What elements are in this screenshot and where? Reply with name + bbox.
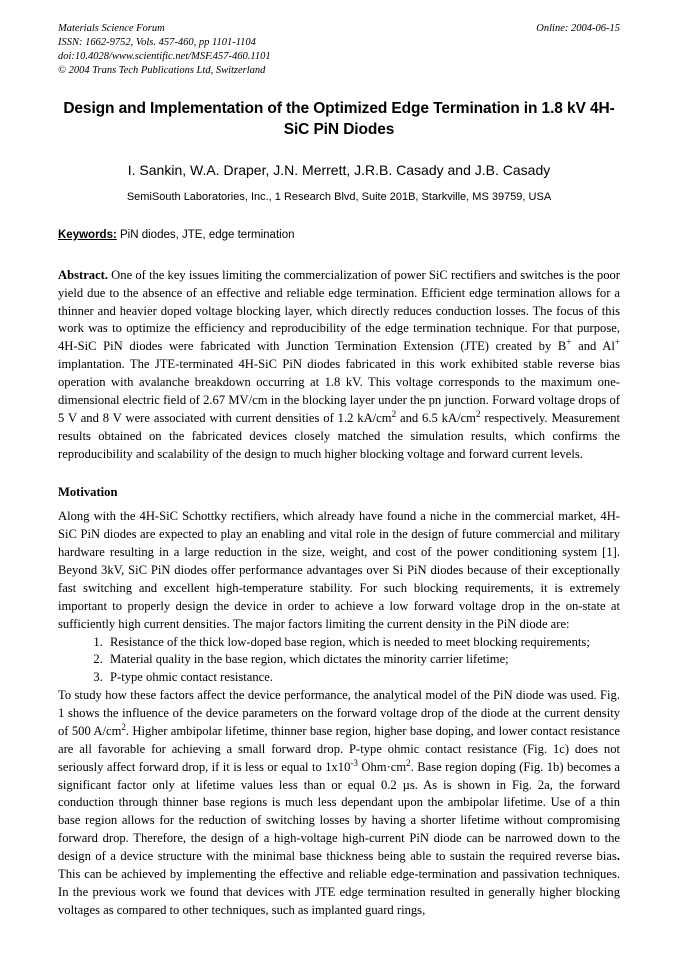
- abstract-sup-3: 2: [391, 408, 397, 419]
- motivation-text-d: . Base region doping (Fig. 1b) becomes a significant factor only at lifetime values less than or equal 0.2 µs. As is shown in Fig. 2a, the forward conduction through thinner base regions is much less dependant upon the ambipolar lifetime. Use of a thin base region allows for the reduction of switching losses by having a shorter lifetime without compromising forward drop. Therefore, the design of a high-voltage high-current PiN diode can be narrowed down to the design of a device structure with the minimal base thickness being able to sustain the required reverse bias: [58, 759, 621, 864]
- list-item: 3. P-type ohmic contact resistance.: [106, 669, 620, 687]
- motivation-sup-3: 2: [406, 757, 411, 768]
- motivation-text-b: . Higher ambipolar lifetime, thinner base region, higher base doping, and lower contact resistance are all favorable for achieving a small forward drop. P-type ohmic contact resistance (Fig. 1c) does not seriously affect forward drop, if it is less or equal to 1x10: [58, 723, 620, 774]
- list-item: 1. Resistance of the thick low-doped base region, which is needed to meet blocking requirements;: [106, 634, 620, 652]
- abstract-text-c: implantation. The JTE-terminated 4H-SiC PiN diodes fabricated in this work exhibited stable reverse bias operation with avalanche breakdown occurring at 1.8 kV. This voltage corresponds to the maximum one-dimensional electric field of 2.67 MV/cm in the blocking layer under the pn junction. Forward voltage drops of 5 V and 8 V were associated with current densities of 1.2 kA/cm: [58, 357, 620, 425]
- motivation-paragraph-2: [58, 687, 620, 919]
- abstract-label: Abstract.: [58, 267, 109, 282]
- motivation-text-a: To study how these factors affect the device performance, the analytical model of the PiN diode was used. Fig. 1 shows the influence of the device parameters on the forward voltage drop of the diode at the current density of 500 A/cm: [58, 688, 620, 738]
- abstract-text-a: One of the key issues limiting the commercialization of power SiC rectifiers and switches is the poor yield due to the absence of an effective and reliable edge termination. Efficient edge termination allows for a thinner and heavier doped voltage blocking layer, which directly reduces conduction losses. The focus of this work was to optimize the efficiency and reproducibility of the edge termination technique. For that purpose, 4H-SiC PiN diodes were fabricated with Junction Termination Extension (JTE) created by B: [58, 267, 620, 354]
- section-heading-motivation: Motivation: [58, 485, 118, 500]
- abstract-text-d: and 6.5 kA/cm: [396, 410, 476, 425]
- motivation-sup-1: 2: [121, 721, 126, 732]
- abstract-sup-2: +: [614, 337, 620, 348]
- keywords-line: [58, 229, 620, 241]
- motivation-text-bold: .: [616, 849, 620, 864]
- abstract-sup-1: +: [566, 337, 572, 348]
- journal-issn: ISSN: 1662-9752, Vols. 457-460, pp 1101-1104: [58, 36, 256, 48]
- affiliation: SemiSouth Laboratories, Inc., 1 Research Blvd, Suite 201B, Starkville, MS 39759, USA: [126, 191, 552, 204]
- journal-copyright: © 2004 Trans Tech Publications Ltd, Switzerland: [58, 64, 266, 76]
- list-item: 2. Material quality in the base region, which dictates the minority carrier lifetime;: [106, 651, 620, 669]
- limiting-factors-list: [58, 634, 620, 688]
- keywords-label: Keywords:: [58, 228, 117, 241]
- abstract-sup-4: 2: [475, 408, 481, 419]
- motivation-paragraph-1: Along with the 4H-SiC Schottky rectifiers, which already have found a niche in the commercial market, 4H-SiC PiN diodes are expected to play an enabling and vital role in the design of future commercial and military hardware resulting in a large reduction in the size, weight, and cost of the power conditioning system [1]. Beyond 3kV, SiC PiN diodes offer performance advantages over Si PiN diodes because of their exceptionally fast switching and excellent high-temperature stability. For such blocking requirements, it is extremely important to properly design the device in order to achieve a low forward voltage drop in the on-state at sufficiently high current densities. The major factors limiting the current density in the PiN diode are:: [58, 509, 620, 631]
- abstract-paragraph: [58, 267, 620, 464]
- page-title: Design and Implementation of the Optimized Edge Termination in 1.8 kV 4H-SiC PiN Diodes: [63, 100, 615, 139]
- page-header: [58, 22, 620, 77]
- abstract-text-b: and Al: [571, 339, 615, 354]
- abstract-text-e: respectively. Measurement results obtained on the fabricated devices closely matched the simulation results, which confirms the reproducibility and scalability of the design to much higher blocking voltage and forward current levels.: [58, 410, 620, 461]
- keywords-value: PiN diodes, JTE, edge termination: [116, 228, 295, 241]
- journal-info: [58, 22, 271, 77]
- journal-doi: doi:10.4028/www.scientific.net/MSF.457-460.1101: [58, 50, 271, 62]
- motivation-text-c: Ohm·cm: [357, 759, 407, 774]
- online-date: Online: 2004-06-15: [536, 23, 620, 34]
- journal-name: Materials Science Forum: [58, 23, 165, 34]
- motivation-sup-2: -3: [350, 757, 358, 768]
- motivation-text-e: This can be achieved by implementing the effective and reliable edge-termination and passivation techniques. In the previous work we found that devices with JTE edge termination resulted in generally higher blocking voltages as compared to other techniques, such as implanted guard rings,: [58, 866, 620, 917]
- author-list: I. Sankin, W.A. Draper, J.N. Merrett, J.R.B. Casady and J.B. Casady: [127, 162, 551, 179]
